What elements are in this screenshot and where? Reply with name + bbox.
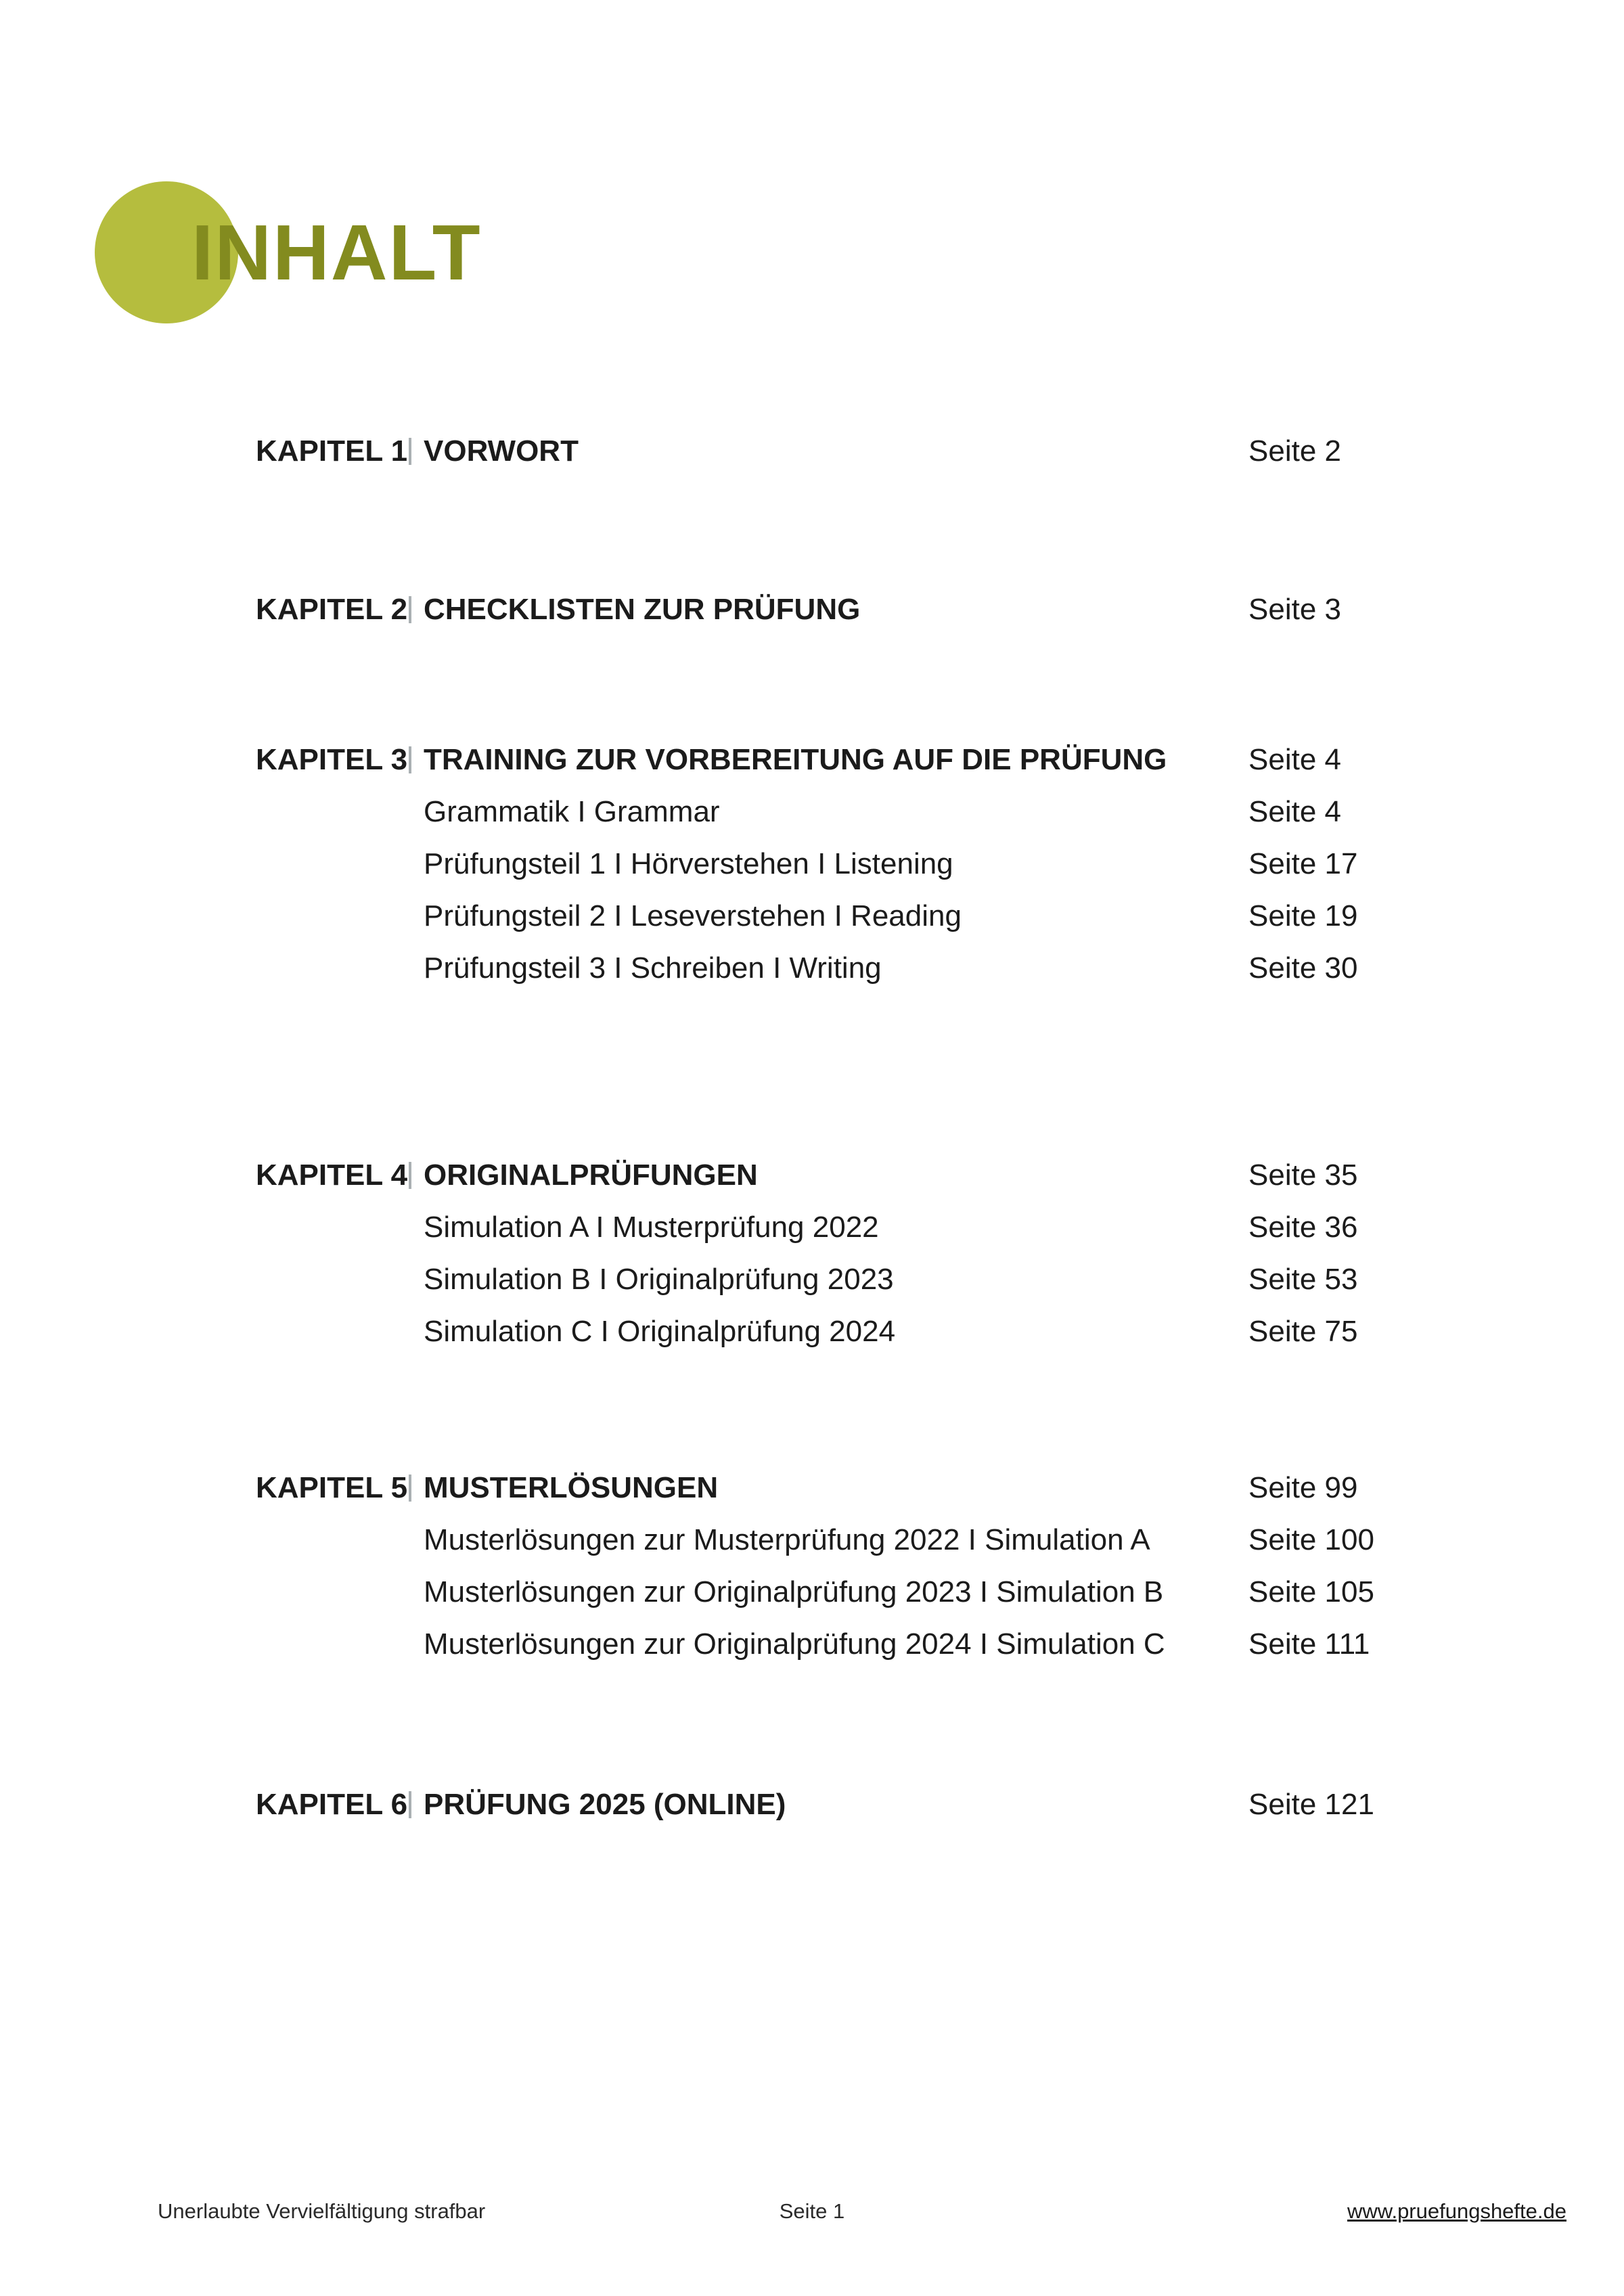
sub-item-title: Prüfungsteil 3 I Schreiben I Writing bbox=[424, 951, 882, 985]
toc-group-kapitel-1 bbox=[256, 425, 1528, 477]
chapter-label: KAPITEL 6 bbox=[256, 1788, 408, 1821]
page-header bbox=[95, 181, 704, 327]
toc-sub-row bbox=[256, 1305, 1528, 1357]
chapter-label-cell bbox=[256, 734, 424, 786]
chapter-title: CHECKLISTEN ZUR PRÜFUNG bbox=[424, 593, 861, 626]
chapter-title: TRAINING ZUR VORBEREITUNG AUF DIE PRÜFUNG bbox=[424, 743, 1167, 776]
separator-bar bbox=[409, 438, 411, 465]
toc-group-kapitel-2 bbox=[256, 583, 1528, 635]
chapter-page: Seite 2 bbox=[1248, 434, 1341, 468]
table-of-contents bbox=[256, 425, 1528, 1830]
sub-item-page: Seite 30 bbox=[1248, 951, 1358, 985]
chapter-title: PRÜFUNG 2025 (ONLINE) bbox=[424, 1788, 786, 1821]
toc-sub-row bbox=[256, 1253, 1528, 1305]
toc-sub-row bbox=[256, 1618, 1528, 1670]
sub-item-page: Seite 36 bbox=[1248, 1211, 1358, 1244]
chapter-label: KAPITEL 2 bbox=[256, 593, 408, 626]
sub-item-page: Seite 75 bbox=[1248, 1315, 1358, 1348]
toc-sub-row bbox=[256, 1201, 1528, 1253]
separator-bar bbox=[409, 1475, 411, 1502]
toc-chapter-row bbox=[256, 1462, 1528, 1514]
toc-group-kapitel-6 bbox=[256, 1778, 1528, 1830]
chapter-label-cell bbox=[256, 1778, 424, 1830]
chapter-label: KAPITEL 3 bbox=[256, 743, 408, 776]
sub-item-page: Seite 17 bbox=[1248, 847, 1358, 880]
chapter-label: KAPITEL 1 bbox=[256, 434, 408, 468]
chapter-label-cell bbox=[256, 583, 424, 635]
chapter-page: Seite 121 bbox=[1248, 1788, 1374, 1821]
sub-item-page: Seite 111 bbox=[1248, 1627, 1370, 1661]
sub-item-page: Seite 53 bbox=[1248, 1263, 1358, 1296]
toc-sub-row bbox=[256, 942, 1528, 994]
toc-chapter-row bbox=[256, 425, 1528, 477]
sub-item-title: Prüfungsteil 2 I Leseverstehen I Reading bbox=[424, 899, 962, 932]
sub-item-title: Musterlösungen zur Musterprüfung 2022 I Simulation A bbox=[424, 1523, 1150, 1556]
sub-item-title: Prüfungsteil 1 I Hörverstehen I Listening bbox=[424, 847, 953, 880]
sub-item-title: Simulation B I Originalprüfung 2023 bbox=[424, 1263, 894, 1296]
separator-bar bbox=[409, 1162, 411, 1189]
chapter-label-cell bbox=[256, 1462, 424, 1514]
chapter-label: KAPITEL 4 bbox=[256, 1158, 408, 1192]
sub-item-title: Simulation C I Originalprüfung 2024 bbox=[424, 1315, 896, 1348]
chapter-title: MUSTERLÖSUNGEN bbox=[424, 1471, 719, 1504]
separator-bar bbox=[409, 1791, 411, 1818]
chapter-title: ORIGINALPRÜFUNGEN bbox=[424, 1158, 758, 1192]
toc-sub-row bbox=[256, 786, 1528, 838]
sub-item-title: Musterlösungen zur Originalprüfung 2024 I Simulation C bbox=[424, 1627, 1165, 1661]
toc-group-kapitel-5 bbox=[256, 1462, 1528, 1670]
chapter-title: VORWORT bbox=[424, 434, 579, 468]
sub-item-page: Seite 100 bbox=[1248, 1523, 1374, 1556]
sub-item-title: Grammatik I Grammar bbox=[424, 795, 720, 828]
page-title: INHALT bbox=[191, 208, 482, 296]
chapter-page: Seite 3 bbox=[1248, 593, 1341, 626]
toc-sub-row bbox=[256, 1514, 1528, 1566]
chapter-page: Seite 35 bbox=[1248, 1158, 1358, 1192]
footer-copyright-note: Unerlaubte Vervielfältigung strafbar bbox=[158, 2199, 486, 2223]
chapter-page: Seite 99 bbox=[1248, 1471, 1358, 1504]
page-footer bbox=[0, 2199, 1624, 2233]
separator-bar bbox=[409, 746, 411, 773]
toc-sub-row bbox=[256, 1566, 1528, 1618]
sub-item-page: Seite 4 bbox=[1248, 795, 1341, 828]
toc-chapter-row bbox=[256, 734, 1528, 786]
sub-item-title: Musterlösungen zur Originalprüfung 2023 I Simulation B bbox=[424, 1575, 1164, 1608]
toc-sub-row bbox=[256, 890, 1528, 942]
sub-item-title: Simulation A I Musterprüfung 2022 bbox=[424, 1211, 879, 1244]
sub-item-page: Seite 105 bbox=[1248, 1575, 1374, 1608]
toc-sub-row bbox=[256, 838, 1528, 890]
toc-chapter-row bbox=[256, 1778, 1528, 1830]
separator-bar bbox=[409, 596, 411, 623]
toc-group-kapitel-3 bbox=[256, 734, 1528, 994]
sub-item-page: Seite 19 bbox=[1248, 899, 1358, 932]
chapter-page: Seite 4 bbox=[1248, 743, 1341, 776]
toc-chapter-row bbox=[256, 1149, 1528, 1201]
chapter-label-cell bbox=[256, 425, 424, 477]
chapter-label: KAPITEL 5 bbox=[256, 1471, 408, 1504]
toc-group-kapitel-4 bbox=[256, 1149, 1528, 1357]
toc-chapter-row bbox=[256, 583, 1528, 635]
chapter-label-cell bbox=[256, 1149, 424, 1201]
footer-website-link[interactable]: www.pruefungshefte.de bbox=[1347, 2199, 1566, 2223]
footer-page-number: Seite 1 bbox=[779, 2199, 845, 2223]
